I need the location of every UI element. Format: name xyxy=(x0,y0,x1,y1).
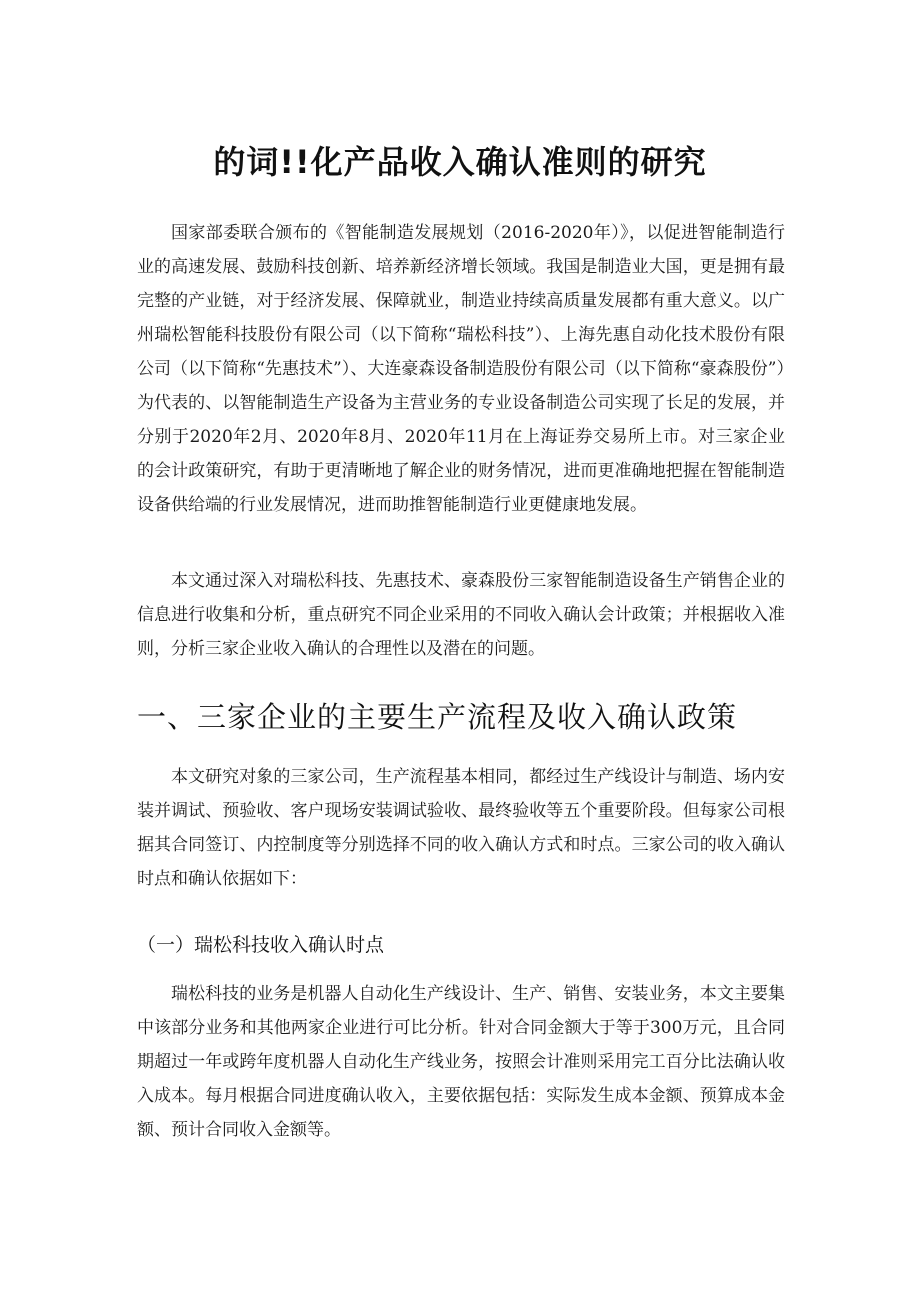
section-1-paragraph: 本文研究对象的三家公司，生产流程基本相同，都经过生产线设计与制造、场内安装并调试、预验收、客户现场安装调试验收、最终验收等五个重要阶段。但每家公司根据其合同签订、内控制度等分别选择不同的收入确认方式和时点。三家公司的收入确认时点和确认依据如下： xyxy=(137,767,785,889)
subsection-1-heading: （一）瑞松科技收入确认时点 xyxy=(137,934,385,956)
document-title: 的词!!化产品收入确认准则的研究 xyxy=(213,143,707,181)
intro-paragraph-1: 国家部委联合颁布的《智能制造发展规划（2016-2020年）》，以促进智能制造行业的高速发展、鼓励科技创新、培养新经济增长领域。我国是制造业大国，更是拥有最完整的产业链，对于经济发展、保障就业，制造业持续高质量发展都有重大意义。以广州瑞松智能科技股份有限公司（以下简称“瑞松科技”）、上海先惠自动化技术股份有限公司（以下简称“先惠技术”）、大连豪森设备制造股份有限公司（以下简称“豪森股份”）为代表的、以智能制造生产设备为主营业务的专业设备制造公司实现了长足的发展，并分别于2020年2月、2020年8月、2020年11月在上海证券交易所上市。对三家企业的会计政策研究，有助于更清晰地了解企业的财务情况，进而更准确地把握在智能制造设备供给端的行业发展情况，进而助推智能制造行业更健康地发展。 xyxy=(137,223,785,515)
intro-paragraph-2: 本文通过深入对瑞松科技、先惠技术、豪森股份三家智能制造设备生产销售企业的信息进行收集和分析，重点研究不同企业采用的不同收入确认会计政策；并根据收入准则，分析三家企业收入确认的合理性以及潜在的问题。 xyxy=(137,571,785,659)
subsection-1-paragraph: 瑞松科技的业务是机器人自动化生产线设计、生产、销售、安装业务，本文主要集中该部分业务和其他两家企业进行可比分析。针对合同金额大于等于300万元，且合同期超过一年或跨年度机器人自动化生产线业务，按照会计准则采用完工百分比法确认收入成本。每月根据合同进度确认收入，主要依据包括：实际发生成本金额、预算成本金额、预计合同收入金额等。 xyxy=(137,984,785,1140)
section-1-heading: 一、三家企业的主要生产流程及收入确认政策 xyxy=(137,700,738,734)
